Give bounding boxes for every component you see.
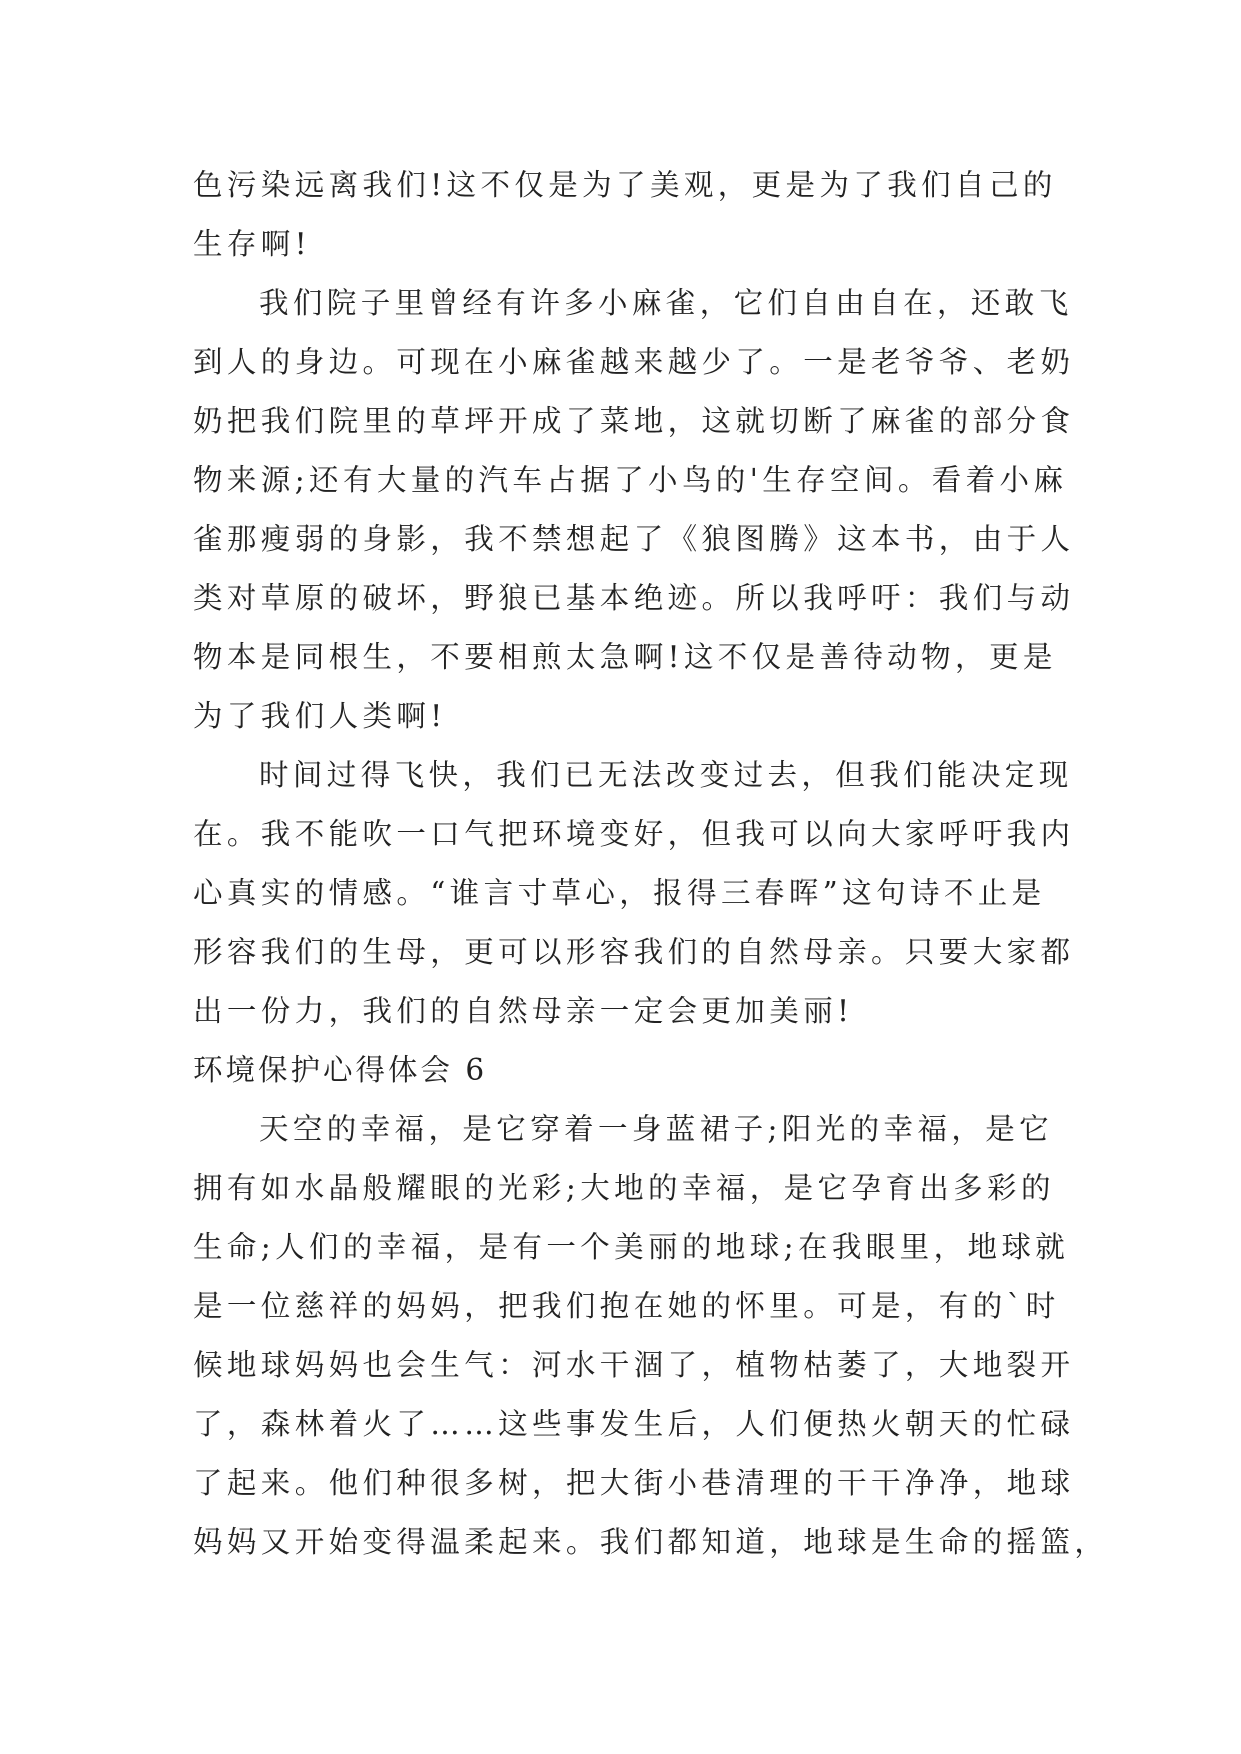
text-line: 了起来。他们种很多树，把大街小巷清理的干干净净，地球: [193, 1466, 1075, 1500]
text-line: 是一位慈祥的妈妈，把我们抱在她的怀里。可是，有的`时: [193, 1289, 1060, 1323]
text-line: 心真实的情感。“谁言寸草心，报得三春晖”这句诗不止是: [193, 876, 1046, 910]
text-line: 为了我们人类啊!: [193, 699, 447, 733]
text-line: 物本是同根生，不要相煎太急啊!这不仅是善待动物，更是: [193, 640, 1057, 674]
text-line: 奶把我们院里的草坪开成了菜地，这就切断了麻雀的部分食: [193, 404, 1075, 438]
text-line: 雀那瘦弱的身影，我不禁想起了《狼图腾》这本书，由于人: [193, 522, 1075, 556]
text-line: 生命;人们的幸福，是有一个美丽的地球;在我眼里，地球就: [193, 1230, 1070, 1264]
text-line: 拥有如水晶般耀眼的光彩;大地的幸福，是它孕育出多彩的: [193, 1171, 1055, 1205]
paragraph-start: 我们院子里曾经有许多小麻雀，它们自由自在，还敢飞: [259, 286, 1073, 320]
text-line: 出一份力，我们的自然母亲一定会更加美丽!: [193, 994, 854, 1028]
text-line: 了，森林着火了……这些事发生后，人们便热火朝天的忙碌: [193, 1407, 1075, 1441]
text-line: 形容我们的生母，更可以形容我们的自然母亲。只要大家都: [193, 935, 1075, 969]
text-line: 色污染远离我们!这不仅是为了美观，更是为了我们自己的: [193, 168, 1057, 202]
text-line: 物来源;还有大量的汽车占据了小鸟的'生存空间。看着小麻: [193, 463, 1068, 497]
paragraph-start: 时间过得飞快，我们已无法改变过去，但我们能决定现: [259, 758, 1073, 792]
text-line: 到人的身边。可现在小麻雀越来越少了。一是老爷爷、老奶: [193, 345, 1075, 379]
text-line: 候地球妈妈也会生气：河水干涸了，植物枯萎了，大地裂开: [193, 1348, 1075, 1382]
paragraph-start: 天空的幸福，是它穿着一身蓝裙子;阳光的幸福，是它: [259, 1112, 1054, 1146]
text-line: 生存啊!: [193, 227, 311, 261]
document-page: [193, 156, 1109, 1572]
text-line: 妈妈又开始变得温柔起来。我们都知道，地球是生命的摇篮，: [193, 1525, 1109, 1559]
section-heading: 环境保护心得体会 6: [193, 1053, 488, 1087]
text-line: 类对草原的破坏，野狼已基本绝迹。所以我呼吁：我们与动: [193, 581, 1075, 615]
text-line: 在。我不能吹一口气把环境变好，但我可以向大家呼吁我内: [193, 817, 1075, 851]
